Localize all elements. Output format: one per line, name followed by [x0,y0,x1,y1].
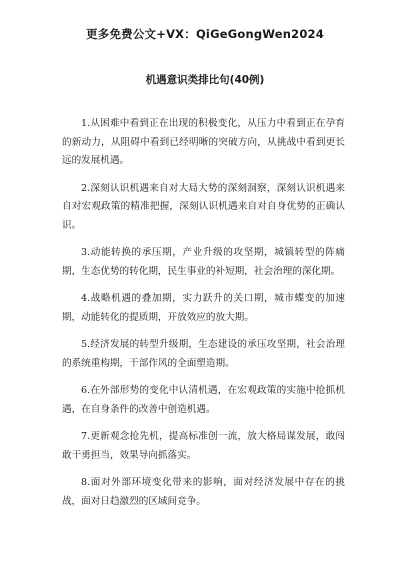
paragraph-4: 4.战略机遇的叠加期，实力跃升的关口期，城市蝶变的加速期，动能转化的提质期，开放效应的放大期。 [62,293,345,323]
paragraph-6: 6.在外部形势的变化中认清机遇，在宏观政策的实施中抢抓机遇，在自身条件的改善中创造机遇。 [62,385,345,415]
paragraph-5: 5.经济发展的转型升级期，生态建设的承压攻坚期，社会治理的系统重构期，干部作风的全面塑造期。 [62,339,345,369]
paragraph-2: 2.深刻认识机遇来自对大局大势的深刻洞察，深刻认识机遇来自对宏观政策的精准把握，深刻认识机遇来自对自身优势的正确认识。 [62,182,345,231]
document-title: 机遇意识类排比句(40例) [145,74,265,86]
paragraph-3: 3.动能转换的承压期，产业升级的攻坚期，城镇转型的阵痛期，生态优势的转化期，民生事业的补短期，社会治理的深化期。 [62,247,345,277]
document-body [62,115,345,520]
paragraph-1: 1.从困难中看到正在出现的积极变化，从压力中看到正在孕育的新动力，从阻碍中看到已经明晰的突破方向，从挑战中看到更长远的发展机遇。 [62,118,345,166]
promo-header: 更多免费公文+VX：QiGeGongWen2024 [86,27,324,41]
paragraph-7: 7.更新观念抢先机，提高标准创一流，放大格局谋发展，敢闯敢干勇担当，效果导向抓落实。 [62,431,345,461]
paragraph-8: 8.面对外部环境变化带来的影响，面对经济发展中存在的挑战，面对日趋激烈的区域间竞争。 [62,477,345,507]
